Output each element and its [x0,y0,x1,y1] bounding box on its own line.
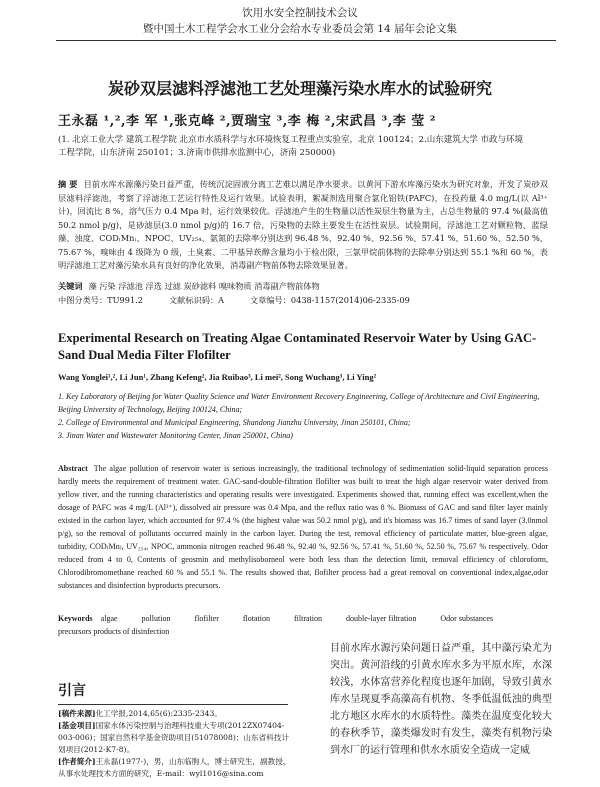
footnote-author [58,756,293,780]
english-title: Experimental Research on Treating Algae Contaminated Reservoir Water by Using GAC-Sand Dual Media Filter Flofilter [58,331,537,362]
affiliation-en [58,390,548,442]
document-code: 文献标识码：A [168,295,224,305]
footnote-text: 国家水体污染控制与治理科技重大专项(2012ZX07404-003-006)；国家自然科学基金资助项目(51078008)；山东省科技计划项目(2012-K7-8)。 [58,721,289,754]
footnotes [58,708,293,780]
keyword-en: pollution [141,614,171,623]
abstract-en-text: The algae pollution of reservoir water is serious increasingly, the traditional technology of sedimentation solid-liquid separation process hardly meets the requirement of treatment water. GAC-sand-double-filtration flofilter was built to treat the high algae reservoir water derived from yellow river, and the running characteristics and operating results were investigated. Experiments showed that, running effect was excellent,when the dosage of PAFC was 4 mg/L (Al³⁺), dissolved air pressure was 0.4 Mpa, and the reflux ratio was 8 %. Biomass of GAC and sand filter layer mainly existed in the carbon layer, which accounted for 97.4 % (the highest value was 50.2 nmol p/g), and it's biomass was 16.7 times of sand layer (3.0nmol p/g), so the removal of pollutants occurred mainly in the carbon layer. During the test, removal efficiency of particulate matter, blue-green algae, turbidity, COD₍Mn₎, UV₂₅₄, NPOC, ammonia nitrogen reached 96.48 %, 92.40 %, 92.56 %, 57.41 %, 51.60 %, 52.50 %, 75.67 % respectively. Odor reduced from 4 to 0, Contents of geosmin and methylisoborneol were both less than the detection limit, removal efficiency of chloroform, Chlorodibromomethane reached 60 % and 55.1 %. The results showed that, flofilter process had a great removal on conventional index,algae,odor substances and disinfection byproducts precursors. [58,464,548,590]
keyword-en: flofilter [194,614,219,623]
keyword-en: flotation [242,614,270,623]
affiliation-cn-line: 工程学院，山东济南 250101；3.济南市供排水监测中心，济南 250000) [58,148,336,158]
keyword-en: Odor substances [440,614,494,623]
keywords-cn [58,280,548,294]
footnote-funding [58,720,293,756]
footnote-text: 化工学报,2014,65(6):2335-2343。 [95,709,222,718]
article-number: 文章编号：0438-1157(2014)06-2335-09 [249,295,410,305]
header-rule [56,40,556,41]
abstract-cn-text: 目前水库水源藻污染日益严重，传统沉淀固液分离工艺难以满足净水要求。以黄河下游水库藻污染水为研究对象，开发了炭砂双层滤料浮滤池，考察了浮滤池工艺运行特性及运行效果。试验表明，絮凝剂选用聚合氯化铝铁(PAFC)，在投药量 4.0 mg/L(以 Al³⁺计)，回流比 8 %，溶气压力 0.4 Mpa 时，运行效果较优。浮滤池产生的生物量以活性炭层生物量为主，占总生物量的 97.4 %(最高值 50.2 nmol p/g)，是砂滤层(3.0 nmol p/g)的 16.7 倍，污染物的去除主要发生在活性炭层。试验期间，浮滤池工艺对颗粒物、蓝绿藻、浊度、COD₍Mn₎、NPOC、UV₂₅₄、氨氮的去除率分别达到 96.48 %、92.40 %、92.56 %、57.41 %、51.60 %、52.50 %、75.67 %，嗅味由 4 级降为 0 级，土臭素、二甲基异莰醇含量均小于检出限，三氯甲烷前体物的去除率分别达到 55.1 %和 60 %，表明浮滤池工艺对藻污染水具有良好的净化效果，消毒副产物前体物去除效果显著。 [58,179,548,270]
abstract-en-label: Abstract [58,464,88,473]
classification-row [58,294,548,307]
abstract-cn [58,178,548,273]
keywords-cn-text: 藻 污染 浮滤池 浮选 过滤 炭砂滤料 嗅味物质 消毒副产物前体物 [88,281,320,291]
footnote-label: [作者简介] [58,757,96,766]
running-header-line2: 暨中国土木工程学会水工业分会给水专业委员会第 14 届年会论文集 [142,23,458,35]
introduction-paragraph: 目前水库水源污染问题日益严重，其中藻污染尤为突出。黄河沿线的引黄水库水多为平原水库，水深较浅，水体富营养化程度也逐年加剧，导致引黄水库水呈现夏季高藻高有机物、冬季低温低浊的典型北方地区水库水的水质特性。藻类在温度变化较大的春秋季节，藻类爆发时有发生，藻类有机物污染到水厂的运行管理和供水水质安全造成一定威 [330,643,552,756]
footnote-rule [58,704,288,705]
affiliation-en-line: 3. Jinan Water and Wastewater Monitoring Center, Jinan 250001, China) [58,431,293,440]
keyword-en: filtration [293,614,322,623]
footnote-text: 王永磊(1977-)，男，山东临朐人，博士研究生，副教授，从事水处理技术方面的研究，E-mail：wyl1016@sina.com [58,757,291,778]
affiliation-en-line: 1. Key Laboratory of Beijing for Water Quality Science and Water Environment Recovery Engineering, College of Architecture and Civil Engineering, Beijing University of Technology, Beijing 100124, China; [58,392,540,414]
footnote-label: [稿件来源] [58,709,96,718]
keyword-en: precursors products of disinfection [58,627,170,636]
clc-number: 中图分类号：TU991.2 [58,295,143,305]
page-title: 炭砂双层滤料浮滤池工艺处理藻污染水库水的试验研究 [107,79,492,98]
running-header-line1: 饮用水安全控制技术会议 [242,7,358,19]
authors-en: Wang Yonglei¹,², Li Jun¹, Zhang Kefeng², Jia Ruibao³, Li mei², Song Wuchang³, Li Ying² [58,372,377,382]
keywords-en [58,612,548,638]
keywords-en-label: Keywords [58,614,93,623]
section-heading-introduction: 引言 [58,683,86,699]
affiliation-cn [58,134,548,160]
affiliation-cn-line: (1. 北京工业大学 建筑工程学院 北京市水质科学与水环境恢复工程重点实验室，北京 100124；2.山东建筑大学 市政与环境 [58,135,523,145]
keyword-en: algae [100,614,118,623]
abstract-en [58,462,548,592]
keywords-cn-label: 关键词 [58,281,83,291]
affiliation-en-line: 2. College of Environmental and Municipal Engineering, Shandong Jianzhu University, Jinan 250101, China; [58,418,411,427]
abstract-cn-label: 摘 要 [58,179,78,189]
authors-cn: 王永磊 ¹,²,李 军 ¹,张克峰 ²,贾瑞宝 ³,李 梅 ²,宋武昌 ³,李 莹 ² [58,114,436,129]
footnote-source [58,708,293,720]
footnote-label: [基金项目] [58,721,96,730]
keyword-en: double-layer filtration [345,614,417,623]
